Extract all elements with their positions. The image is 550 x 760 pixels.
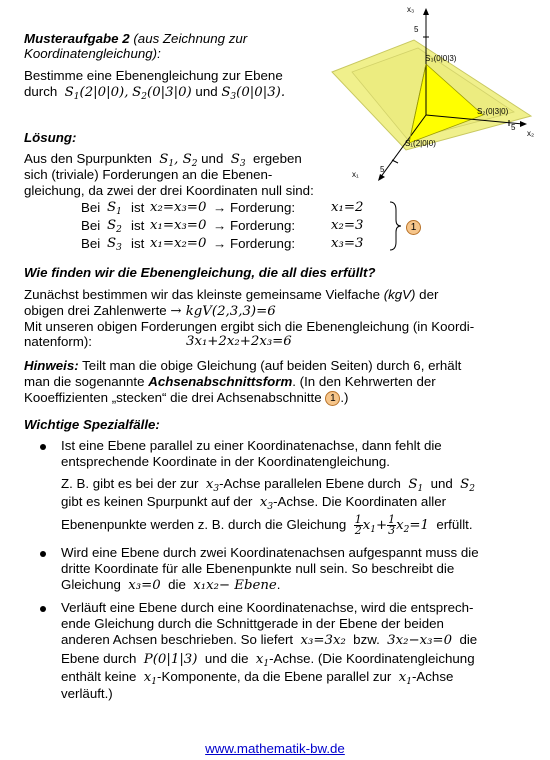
b2-die: die: [168, 577, 186, 592]
x3-axis-label: x₃: [407, 5, 415, 14]
req-ist: ist: [131, 236, 145, 251]
s3-label: S₃(0|0|3): [425, 54, 457, 63]
question-heading: Wie finden wir die Ebenengleichung, die all dies erfüllt?: [24, 265, 376, 280]
b3-die: die: [459, 632, 478, 647]
b1-line5: [61, 514, 473, 537]
marker-one-inline: 1: [325, 391, 340, 406]
x1-arrow: [378, 174, 385, 181]
b3-point-p: P(0|1|3): [143, 652, 198, 667]
b3-line5: [61, 669, 453, 685]
kgv-l2-pre: obigen drei Zahlenwerte: [24, 303, 167, 318]
b1-l5-post: erfüllt.: [436, 517, 473, 532]
b1-und: und: [430, 476, 453, 491]
hint-l2-pre: man die sogenannte: [24, 374, 145, 389]
x1-symbol: $x_1$: [143, 670, 158, 687]
x3-symbol: $x_3$: [259, 495, 274, 512]
req-ist: ist: [131, 218, 145, 233]
x1-tick-label: 5: [380, 165, 385, 174]
b1-l3-pre: Z. B. gibt es bei der zur: [61, 476, 199, 491]
x3-tick-label: 5: [414, 25, 419, 34]
hint-line1: [24, 358, 461, 373]
loesung-line2: sich (triviale) Forderungen an die Ebenen-: [24, 167, 273, 182]
x1-symbol: $x_1$: [398, 670, 412, 687]
x3-arrow: [423, 8, 429, 15]
coordinate-figure: [318, 0, 550, 190]
s2-symbol: $S_2$: [460, 477, 475, 494]
b3-line4: [61, 651, 475, 667]
b3-l5-mid: -Komponente, da die Ebene parallel zur: [157, 669, 392, 684]
marker-one: 1: [406, 220, 421, 235]
b1-line4: [61, 494, 446, 510]
task-title-rest: (aus Zeichnung zur: [133, 31, 248, 46]
point-s2: $S_2$: [132, 85, 147, 102]
s1-label: S₁(2|0|0): [405, 139, 436, 148]
req-bei: Bei: [81, 236, 101, 251]
req-eq: x₁=x₂=0: [150, 236, 207, 251]
task-line2: [24, 84, 285, 100]
loesung-line3: gleichung, da zwei der drei Koordinaten null sind:: [24, 183, 314, 198]
kgv-l1-pre: Zunächst bestimmen wir das kleinste gemeinsame Vielfache: [24, 287, 380, 302]
s1-coords: (2|0|0),: [79, 85, 129, 100]
bullet-dot: [40, 444, 46, 450]
b3-l4-post: -Achse. (Die Koordinatengleichung: [269, 651, 475, 666]
task-title: [24, 31, 247, 46]
req-point: $S_3$: [107, 236, 122, 253]
b3-line6: verläuft.): [61, 686, 113, 701]
point-s3: $S_3$: [221, 85, 237, 102]
kgv-line2: [24, 303, 276, 319]
req-bei: Bei: [81, 200, 101, 215]
task-title-line2: Koordinatengleichung):: [24, 46, 161, 61]
req-eq: x₂=x₃=0: [150, 200, 207, 215]
b3-l5-pre: enthält keine: [61, 669, 137, 684]
b3-bzw: bzw.: [353, 632, 380, 647]
x2-tick-label: 5: [511, 123, 516, 132]
req-arrow: → Forderung:: [213, 218, 296, 233]
req-arrow: → Forderung:: [213, 236, 296, 251]
s2-coords: (0|3|0): [147, 85, 192, 100]
x1-symbol: $x_1$: [255, 652, 270, 669]
b3-line2: ende Gleichung durch die Schnittgerade in der Ebene der beiden: [61, 616, 444, 631]
b3-l5-post: -Achse: [411, 669, 454, 684]
b1-line3: [61, 476, 475, 492]
b2-plane-name: x₁x₂− Ebene: [193, 578, 277, 593]
kgv-line3: Mit unseren obigen Forderungen ergibt sich die Ebenengleichung (in Koordi-: [24, 319, 475, 334]
kgv-abbr: (kgV): [383, 287, 416, 302]
hint-line3: [24, 390, 348, 406]
s1-symbol: $S_1$: [408, 477, 424, 494]
req-result: x₃=3: [331, 236, 364, 251]
footer-link[interactable]: www.mathematik-bw.de: [205, 741, 345, 756]
s3-coords: (0|0|3).: [236, 85, 286, 100]
req-result: x₂=3: [331, 218, 364, 233]
x2-axis-label: x₂: [527, 129, 535, 138]
b2-l3-pre: Gleichung: [61, 577, 121, 592]
s1-s2-symbols: $S_1$, $S_2$: [159, 152, 198, 169]
b1-l4-pre: gibt es keinen Spurpunkt auf der: [61, 494, 253, 509]
req-result: x₁=2: [331, 200, 364, 215]
b1-l3-mid: -Achse parallelen Ebene durch: [219, 476, 401, 491]
task-und: und: [195, 84, 218, 99]
hint-l2-post: . (In den Kehrwerten der: [292, 374, 436, 389]
loesung-l1-pre: Aus den Spurpunkten: [24, 151, 152, 166]
req-bei: Bei: [81, 218, 101, 233]
req-ist: ist: [131, 200, 145, 215]
x2-arrow: [520, 121, 527, 127]
loesung-line1: [24, 151, 302, 167]
task-title-bold: Musteraufgabe 2: [24, 31, 130, 46]
footer: [0, 741, 550, 756]
hint-line2: [24, 374, 436, 389]
req-arrow: → Forderung:: [213, 200, 296, 215]
curly-brace: [388, 200, 402, 252]
point-s1: $S_1$: [64, 85, 80, 102]
hint-l3-pre: Kooeffizienten „stecken“ die drei Achsenabschnitte: [24, 390, 322, 405]
b3-eq2: 3x₂−x₃=0: [387, 633, 453, 648]
hint-l3-post: .): [340, 390, 349, 405]
hint-l1: Teilt man die obige Gleichung (auf beiden Seiten) durch 6, erhält: [82, 358, 462, 373]
req-point: $S_2$: [107, 218, 122, 235]
s3-symbol: $S_3$: [230, 152, 246, 169]
b2-line3: Gleichung x₃=0 die x₁x₂− Ebene.: [61, 577, 281, 593]
special-heading: Wichtige Spezialfälle:: [24, 417, 160, 432]
main-equation: 3x₁+2x₂+2x₃=6: [186, 334, 292, 349]
loesung-heading: Lösung:: [24, 130, 77, 145]
b3-line1: Verläuft eine Ebene durch eine Koordinatenachse, wird die entsprech-: [61, 600, 474, 615]
x1-axis-label: x₁: [352, 170, 359, 179]
task-line1: Bestimme eine Ebenengleichung zur Ebene: [24, 68, 283, 83]
b3-l3-pre: anderen Achsen beschrieben. So liefert: [61, 632, 294, 647]
b1-line2: entsprechende Koordinate in der Koordinatengleichung.: [61, 454, 390, 469]
task-durch: durch: [24, 84, 58, 99]
b2-equation: x₃=0: [128, 578, 161, 593]
b3-l4-mid: und die: [204, 651, 249, 666]
req-eq: x₁=x₃=0: [150, 218, 207, 233]
x1-tick: [392, 160, 398, 163]
kgv-line1: [24, 287, 438, 302]
loesung-l1-post: ergeben: [252, 151, 302, 166]
b2-line2: dritte Koordinate für alle Ebenenpunkte null sein. So beschreibt die: [61, 561, 455, 576]
b1-l4-post: -Achse. Die Koordinaten aller: [273, 494, 447, 509]
b3-l4-pre: Ebene durch: [61, 651, 137, 666]
fraction-equation: $\frac{1}{2}$ $x_1+$ $\frac{1}{3}$ $x_2=1$: [354, 513, 429, 537]
req-point: $S_1$: [107, 200, 122, 217]
hint-achsenabschnittsform: Achsenabschnittsform: [148, 374, 293, 389]
b3-line3: [61, 632, 477, 648]
kgv-formula: → kgV(2,3,3)=6: [170, 304, 276, 319]
kgv-l1-post: der: [419, 287, 439, 302]
bullet-dot: [40, 606, 46, 612]
bullet-dot: [40, 551, 46, 557]
b1-l5-pre: Ebenenpunkte werden z. B. durch die Gleichung: [61, 517, 347, 532]
b1-line1: Ist eine Ebene parallel zu einer Koordinatenachse, dann fehlt die: [61, 438, 442, 453]
hint-label: Hinweis:: [24, 358, 79, 373]
b3-eq1: x₃=3x₂: [300, 633, 346, 648]
loesung-l1-mid: und: [201, 151, 224, 166]
b2-line1: Wird eine Ebene durch zwei Koordinatenachsen aufgespannt muss die: [61, 545, 479, 560]
x3-symbol: $x_3$: [205, 477, 220, 494]
s2-label: S₂(0|3|0): [477, 107, 509, 116]
kgv-line4: natenform):: [24, 334, 92, 349]
